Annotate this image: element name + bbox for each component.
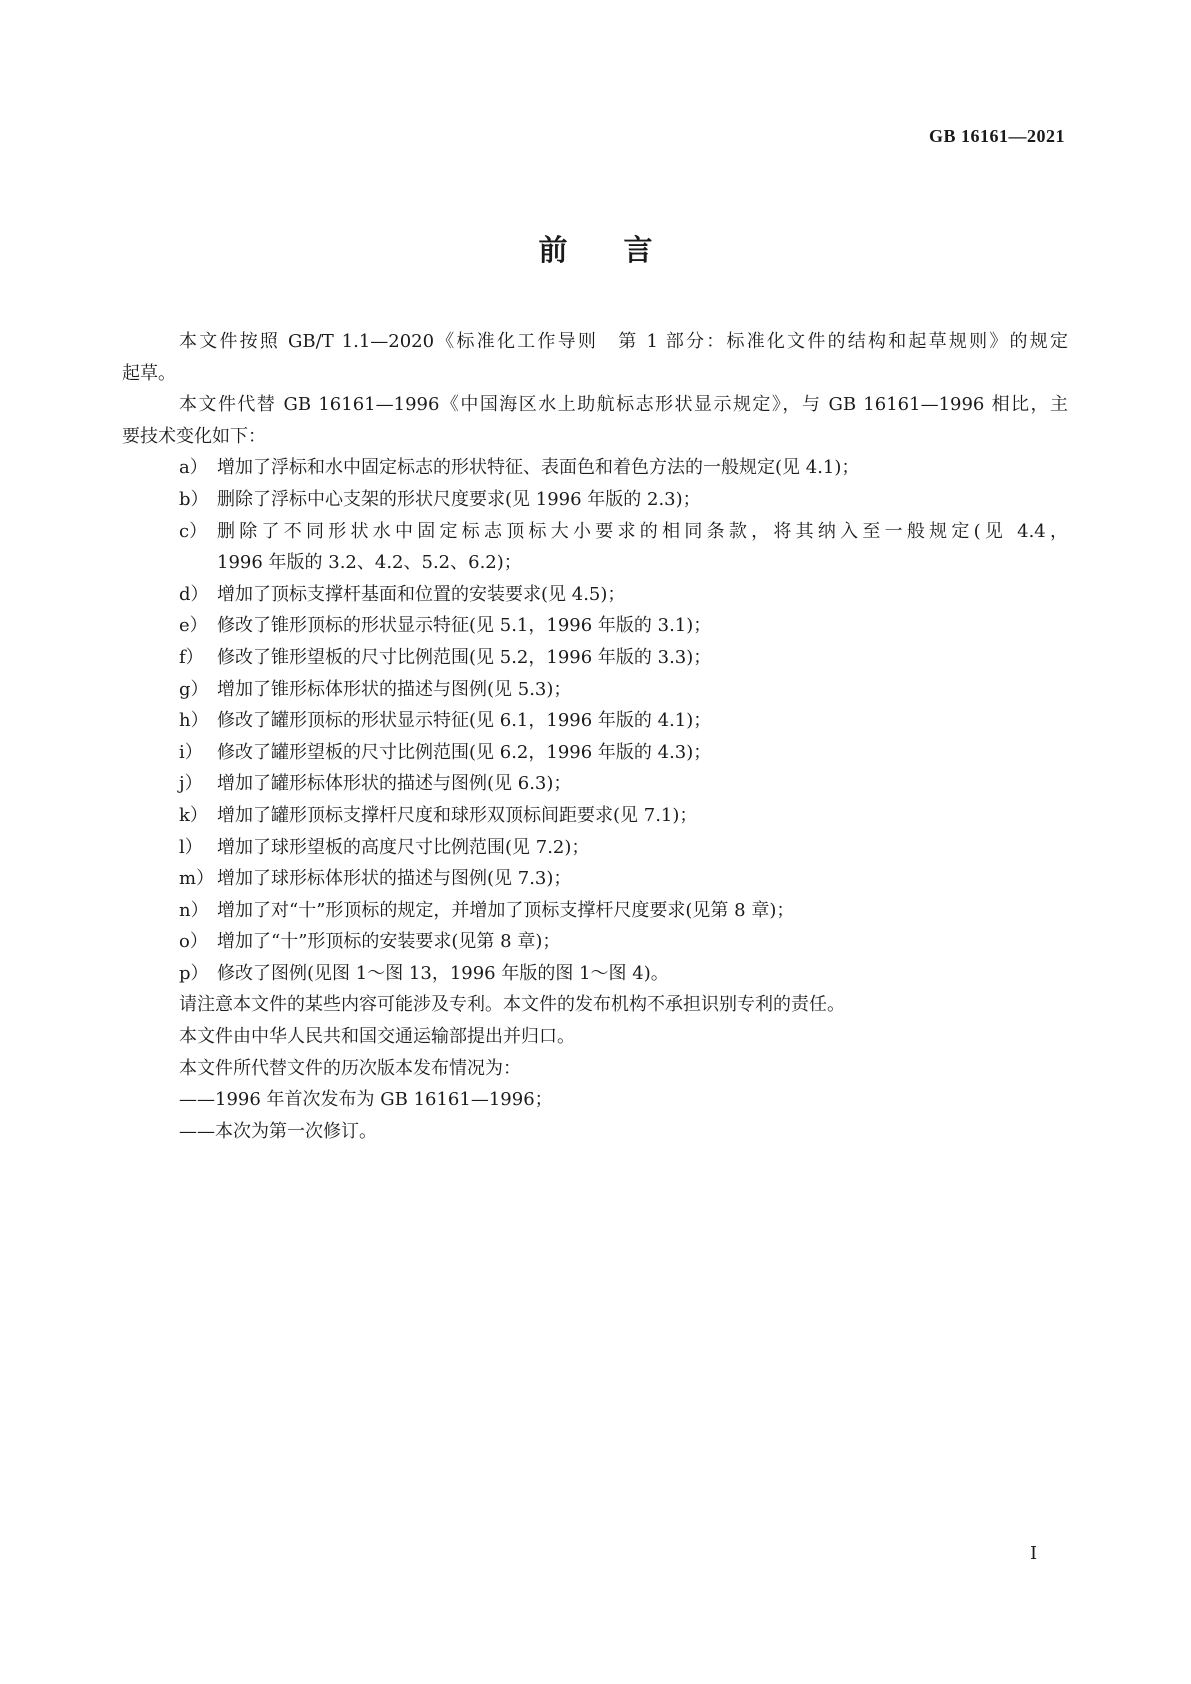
title-char: 言 xyxy=(623,233,653,267)
change-item xyxy=(122,516,1068,548)
change-item xyxy=(122,895,1068,927)
item-text: 修改了锥形顶标的形状显示特征(见 5.1，1996 年版的 3.1)； xyxy=(217,615,712,637)
item-label: a） xyxy=(179,457,208,479)
item-label: h） xyxy=(179,710,209,732)
item-label: b） xyxy=(179,488,209,510)
change-item xyxy=(122,926,1068,958)
item-label: d） xyxy=(179,583,209,605)
item-text: 增加了“十”形顶标的安装要求(见第 8 章)； xyxy=(217,931,561,953)
item-text: 增加了球形标体形状的描述与图例(见 7.3)； xyxy=(217,868,572,890)
item-text: 增加了罐形标体形状的描述与图例(见 6.3)； xyxy=(217,773,572,795)
item-text: 修改了罐形望板的尺寸比例范围(见 6.2，1996 年版的 4.3)； xyxy=(217,741,712,763)
change-item xyxy=(122,610,1068,642)
change-item xyxy=(122,484,1068,516)
item-label: p） xyxy=(179,962,209,984)
item-label: m） xyxy=(179,868,215,890)
note-line: 请注意本文件的某些内容可能涉及专利。本文件的发布机构不承担识别专利的责任。 xyxy=(179,994,845,1016)
change-item xyxy=(122,705,1068,737)
item-text: 增加了对“十”形顶标的规定，并增加了顶标支撑杆尺度要求(见第 8 章)； xyxy=(217,899,795,921)
item-text-continuation: 1996 年版的 3.2、4.2、5.2、6.2)； xyxy=(217,552,522,574)
item-label: n） xyxy=(179,899,209,921)
item-text: 修改了锥形望板的尺寸比例范围(见 5.2，1996 年版的 3.3)； xyxy=(217,646,712,668)
history-line: ——1996 年首次发布为 GB 16161—1996； xyxy=(179,1089,553,1111)
note-line: 本文件所代替文件的历次版本发布情况为： xyxy=(179,1057,521,1079)
change-item xyxy=(122,768,1068,800)
item-text: 删除了不同形状水中固定标志顶标大小要求的相同条款，将其纳入至一般规定(见 4.4， xyxy=(217,520,1068,542)
item-text: 删除了浮标中心支架的形状尺度要求(见 1996 年版的 2.3)； xyxy=(217,488,701,510)
page-title xyxy=(0,228,1191,269)
item-label: o） xyxy=(179,931,208,953)
change-item xyxy=(122,642,1068,674)
foreword-body xyxy=(122,326,1068,1147)
change-item xyxy=(122,832,1068,864)
change-item xyxy=(122,737,1068,769)
changes-list xyxy=(122,452,1068,989)
item-label: e） xyxy=(179,615,208,637)
item-label: j） xyxy=(179,773,203,795)
item-text: 增加了球形望板的高度尺寸比例范围(见 7.2)； xyxy=(217,836,590,858)
note-line: 本文件由中华人民共和国交通运输部提出并归口。 xyxy=(179,1026,575,1048)
item-text: 增加了锥形标体形状的描述与图例(见 5.3)； xyxy=(217,678,572,700)
change-item xyxy=(122,800,1068,832)
item-label: k） xyxy=(179,804,208,826)
paragraph-line: 要技术变化如下： xyxy=(122,425,266,447)
item-label: l） xyxy=(179,836,203,858)
item-text: 增加了顶标支撑杆基面和位置的安装要求(见 4.5)； xyxy=(217,583,626,605)
item-label: i） xyxy=(179,741,203,763)
title-char: 前 xyxy=(538,233,568,267)
paragraph-line: 本文件代替 GB 16161—1996《中国海区水上助航标志形状显示规定》，与 GB 16161—1996 相比，主 xyxy=(179,394,1068,416)
change-item xyxy=(122,863,1068,895)
change-item xyxy=(122,452,1068,484)
change-item xyxy=(122,674,1068,706)
item-label: g） xyxy=(179,678,209,700)
change-item xyxy=(122,579,1068,611)
item-text: 修改了图例(见图 1～图 13，1996 年版的图 1～图 4)。 xyxy=(217,962,669,984)
standard-number-header: GB 16161—2021 xyxy=(928,126,1065,146)
paragraph-line: 本文件按照 GB/T 1.1—2020《标准化工作导则 第 1 部分：标准化文件的结构和起草规则》的规定 xyxy=(179,331,1068,352)
item-text: 增加了浮标和水中固定标志的形状特征、表面色和着色方法的一般规定(见 4.1)； xyxy=(217,457,860,479)
item-text: 增加了罐形顶标支撑杆尺度和球形双顶标间距要求(见 7.1)； xyxy=(217,804,698,826)
change-item xyxy=(122,958,1068,990)
item-text: 修改了罐形顶标的形状显示特征(见 6.1，1996 年版的 4.1)； xyxy=(217,710,712,732)
item-label: f） xyxy=(179,646,204,668)
page-number: I xyxy=(1030,1543,1038,1564)
paragraph-line: 起草。 xyxy=(122,362,176,384)
item-label: c） xyxy=(179,520,208,542)
history-line: ——本次为第一次修订。 xyxy=(179,1120,377,1142)
